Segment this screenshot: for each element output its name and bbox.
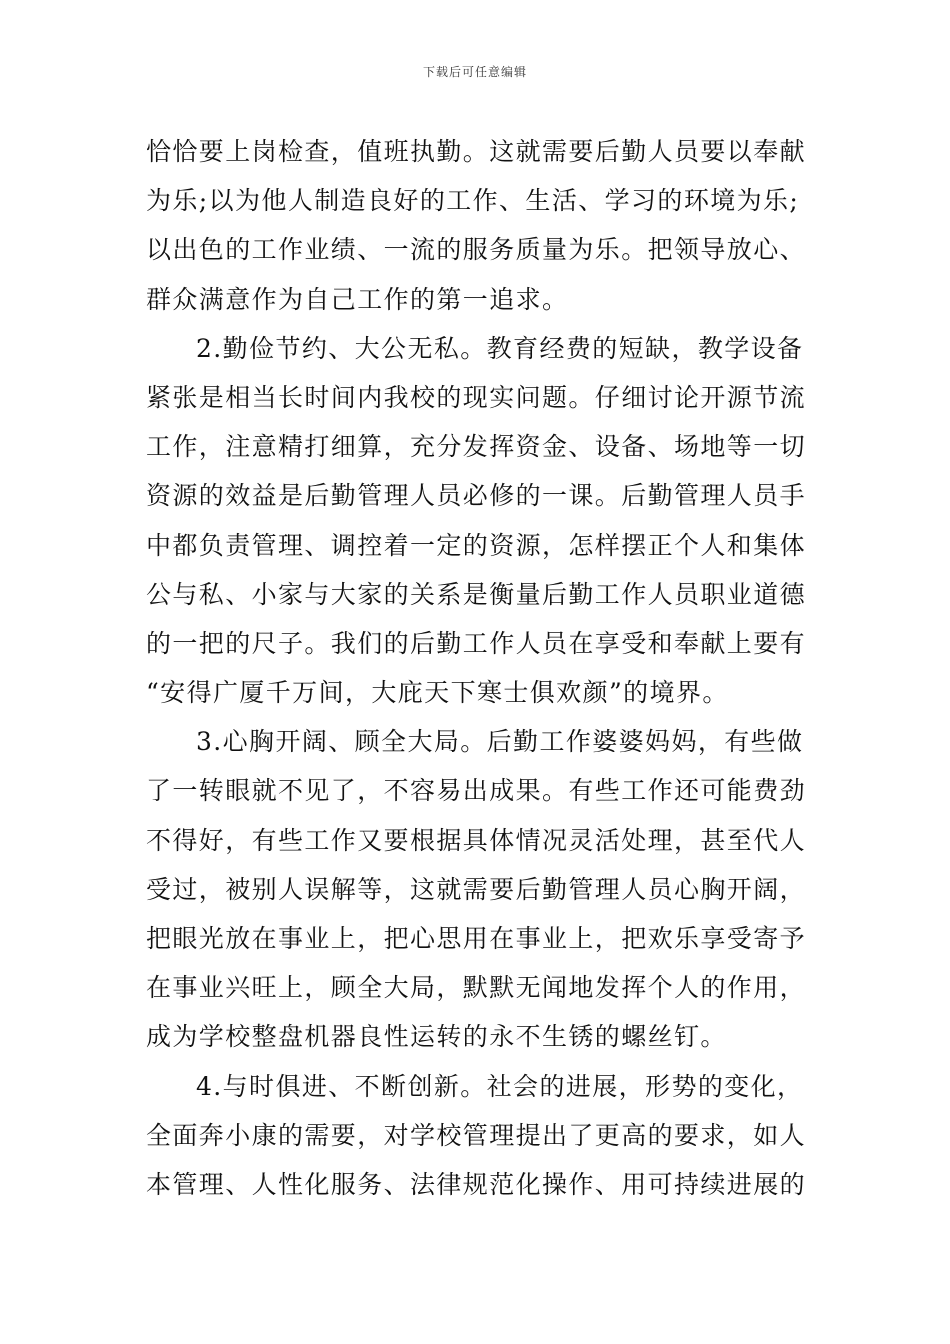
text-line: 全面奔小康的需要，对学校管理提出了更高的要求，如人 — [146, 1120, 807, 1150]
text-line: 本管理、人性化服务、法律规范化操作、用可持续进展的 — [146, 1169, 807, 1199]
text-line: 的一把的尺子。我们的后勤工作人员在享受和奉献上要有 — [146, 628, 807, 658]
text-line: 成为学校整盘机器良性运转的永不生锈的螺丝钉。 — [146, 1022, 727, 1052]
text-line: 受过，被别人误解等，这就需要后勤管理人员心胸开阔， — [146, 874, 807, 904]
text-line: 在事业兴旺上，顾全大局，默默无闻地发挥个人的作用， — [146, 973, 807, 1003]
text-line: 3.心胸开阔、顾全大局。后勤工作婆婆妈妈，有些做 — [196, 727, 804, 757]
text-line: 群众满意作为自己工作的第一追求。 — [146, 284, 569, 314]
text-line: 4.与时俱进、不断创新。社会的进展，形势的变化， — [196, 1071, 804, 1101]
text-line: 为乐;以为他人制造良好的工作、生活、学习的环境为乐; — [146, 186, 800, 216]
text-line: 紧张是相当长时间内我校的现实问题。仔细讨论开源节流 — [146, 382, 807, 412]
text-line: 把眼光放在事业上，把心思用在事业上，把欢乐享受寄予 — [146, 924, 807, 953]
text-line: 2.勤俭节约、大公无私。教育经费的短缺，教学设备 — [196, 333, 804, 363]
document-body — [146, 127, 810, 1209]
text-line: 中都负责管理、调控着一定的资源，怎样摆正个人和集体 — [146, 530, 807, 560]
text-line: 公与私、小家与大家的关系是衡量后勤工作人员职业道德 — [146, 579, 807, 609]
text-line: 以出色的工作业绩、一流的服务质量为乐。把领导放心、 — [146, 235, 807, 265]
page-header: 下载后可任意编辑 — [422, 65, 527, 79]
text-line: 工作，注意精打细算，充分发挥资金、设备、场地等一切 — [146, 432, 807, 462]
text-line: 资源的效益是后勤管理人员必修的一课。后勤管理人员手 — [146, 481, 807, 511]
text-line: 恰恰要上岗检查，值班执勤。这就需要后勤人员要以奉献 — [146, 137, 807, 166]
text-line: “安得广厦千万间，大庇天下寒士俱欢颜”的境界。 — [146, 678, 729, 708]
text-line: 了一转眼就不见了，不容易出成果。有些工作还可能费劲 — [146, 776, 807, 806]
text-line: 不得好，有些工作又要根据具体情况灵活处理，甚至代人 — [146, 825, 807, 855]
